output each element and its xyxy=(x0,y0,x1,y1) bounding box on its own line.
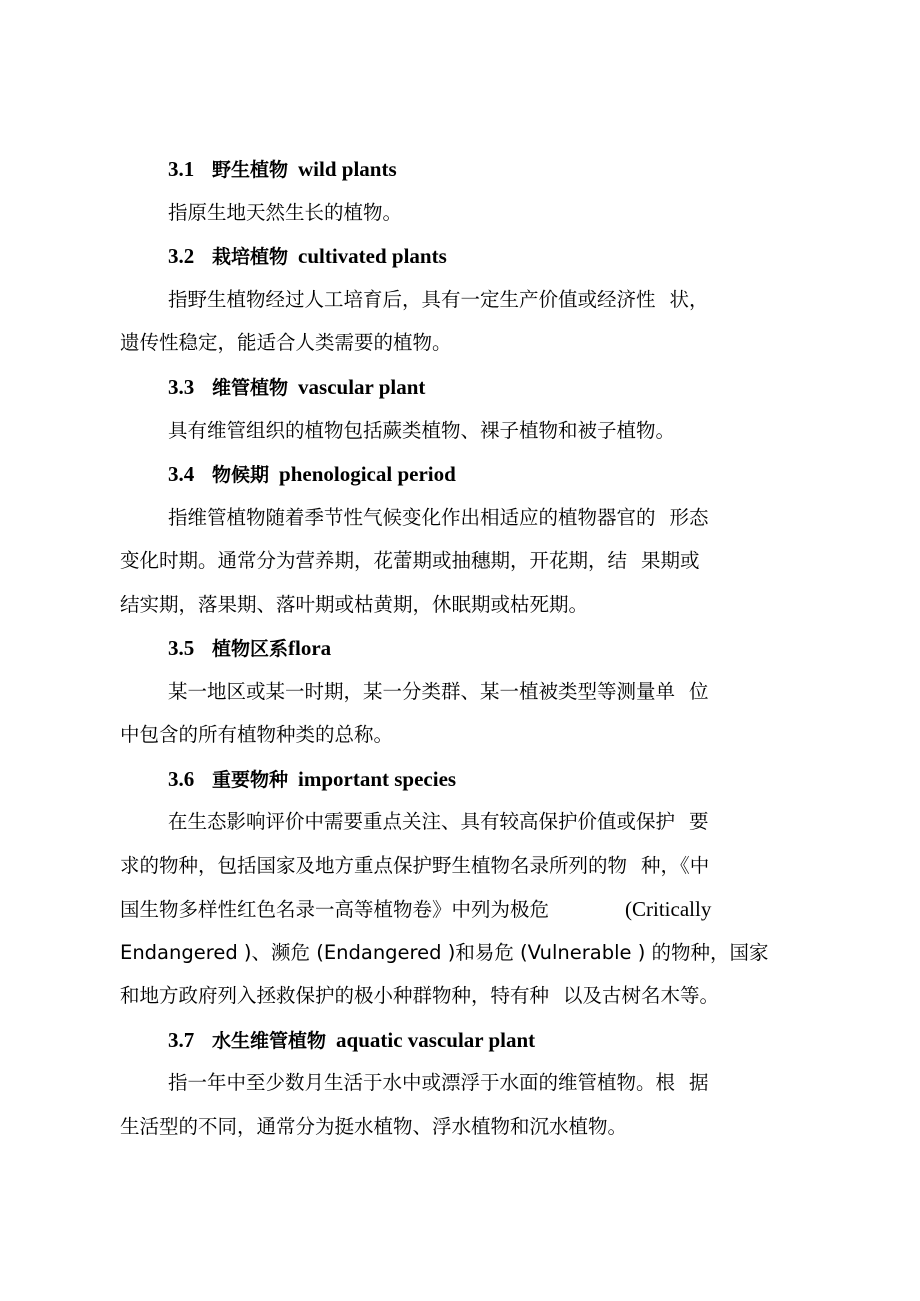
paragraph-line: 结实期，落果期、落叶期或枯黄期，休眠期或枯死期。 xyxy=(120,593,589,616)
section-title-en: aquatic vascular plant xyxy=(336,1028,536,1052)
section-title-zh: 物候期 xyxy=(212,464,270,486)
section-number: 3.6 xyxy=(168,767,195,791)
paragraph-text: 要 xyxy=(689,810,709,833)
paragraph-line: 中包含的所有植物种类的总称。 xyxy=(120,723,394,746)
paragraph-line xyxy=(120,853,709,879)
section-number: 3.2 xyxy=(168,244,195,268)
section-number: 3.3 xyxy=(168,375,195,399)
paragraph-line xyxy=(120,548,700,574)
section-title-zh: 栽培植物 xyxy=(212,246,289,268)
paragraph-text: (Critically xyxy=(625,897,712,921)
section-number: 3.5 xyxy=(168,636,195,660)
section-title-zh: 维管植物 xyxy=(212,377,289,399)
section-number: 3.1 xyxy=(168,157,195,181)
paragraph-text: 指野生植物经过人工培育后，具有一定生产价值或经济性 xyxy=(168,288,656,311)
section-number: 3.4 xyxy=(168,462,195,486)
section-title-en: important species xyxy=(298,767,457,791)
paragraph-line: 生活型的不同，通常分为挺水植物、浮水植物和沉水植物。 xyxy=(120,1115,628,1138)
paragraph-text: 国生物多样性红色名录一高等植物卷》中列为极危 xyxy=(120,898,550,921)
paragraph-line xyxy=(168,1070,709,1096)
paragraph-text: 以及古树名木等。 xyxy=(563,984,720,1007)
paragraph-text: 在生态影响评价中需要重点关注、具有较高保护价值或保护 xyxy=(168,810,676,833)
section-heading-3-1 xyxy=(168,156,868,183)
paragraph-line xyxy=(120,896,711,923)
paragraph-text: 求的物种，包括国家及地方重点保护野生植物名录所列的物 xyxy=(120,854,628,877)
section-heading-3-2 xyxy=(168,243,868,270)
section-title-en: vascular plant xyxy=(298,375,426,399)
paragraph-text: 据 xyxy=(689,1071,709,1094)
paragraph-text: 位 xyxy=(689,680,709,703)
paragraph-text: 种，《中 xyxy=(641,854,710,877)
paragraph-text: 状， xyxy=(669,288,709,311)
section-title-en: cultivated plants xyxy=(298,244,447,268)
paragraph-line: Endangered )、濒危 (Endangered )和易危 (Vulnerable ) 的物种，国家 xyxy=(120,941,769,964)
paragraph-line xyxy=(168,679,709,705)
section-heading-3-6 xyxy=(168,766,868,793)
paragraph-line xyxy=(168,287,709,313)
paragraph-text: 形态 xyxy=(669,506,709,529)
paragraph-line: 遗传性稳定，能适合人类需要的植物。 xyxy=(120,331,452,354)
section-heading-3-3 xyxy=(168,374,868,401)
paragraph-text: 果期或 xyxy=(641,549,700,572)
paragraph-text: 指维管植物随着季节性气候变化作出相适应的植物器官的 xyxy=(168,506,656,529)
paragraph-line: 指原生地天然生长的植物。 xyxy=(168,201,403,224)
section-number: 3.7 xyxy=(168,1028,195,1052)
section-heading-3-7 xyxy=(168,1027,868,1054)
paragraph-line: 具有维管组织的植物包括蕨类植物、裸子植物和被子植物。 xyxy=(168,419,676,442)
paragraph-text: 和地方政府列入拯救保护的极小种群物种，特有种 xyxy=(120,984,550,1007)
section-title-zh: 植物区系 xyxy=(212,638,289,660)
section-title-zh: 重要物种 xyxy=(212,769,289,791)
paragraph-line xyxy=(168,809,709,835)
section-title-zh: 野生植物 xyxy=(212,159,289,181)
paragraph-line xyxy=(168,505,709,531)
section-heading-3-5 xyxy=(168,635,868,662)
section-title-en: wild plants xyxy=(298,157,397,181)
section-title-en: phenological period xyxy=(279,462,456,486)
section-title-zh: 水生维管植物 xyxy=(212,1030,327,1052)
section-title-en: flora xyxy=(288,636,332,660)
paragraph-line xyxy=(120,983,719,1009)
paragraph-text: 变化时期。通常分为营养期，花蕾期或抽穗期，开花期，结 xyxy=(120,549,628,572)
paragraph-text: 指一年中至少数月生活于水中或漂浮于水面的维管植物。根 xyxy=(168,1071,676,1094)
section-heading-3-4 xyxy=(168,461,868,488)
paragraph-text: 某一地区或某一时期，某一分类群、某一植被类型等测量单 xyxy=(168,680,676,703)
